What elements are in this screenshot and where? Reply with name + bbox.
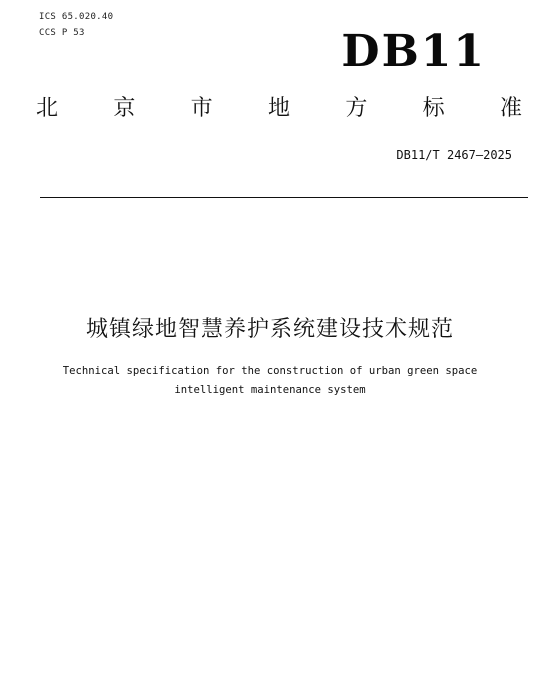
standard-code-logo: DB11 bbox=[341, 26, 486, 77]
title-en-line: Technical specification for the construction of urban green space bbox=[62, 365, 478, 377]
header-divider bbox=[40, 197, 528, 198]
ics-code: ICS 65.020.40 bbox=[39, 12, 114, 22]
heading-char: 北 bbox=[36, 96, 59, 121]
document-title-en bbox=[0, 362, 540, 400]
heading-char: 地 bbox=[267, 96, 290, 121]
heading-char: 标 bbox=[422, 96, 445, 121]
heading-char: 准 bbox=[499, 96, 522, 121]
ccs-code: CCS P 53 bbox=[39, 28, 85, 38]
standard-number: DB11/T 2467—2025 bbox=[396, 148, 512, 162]
document-title-zh: 城镇绿地智慧养护系统建设技术规范 bbox=[85, 317, 454, 342]
title-en-line: intelligent maintenance system bbox=[174, 384, 366, 396]
local-standard-heading bbox=[36, 98, 522, 120]
heading-char: 方 bbox=[345, 96, 368, 121]
heading-char: 京 bbox=[113, 96, 136, 121]
heading-char: 市 bbox=[190, 96, 213, 121]
